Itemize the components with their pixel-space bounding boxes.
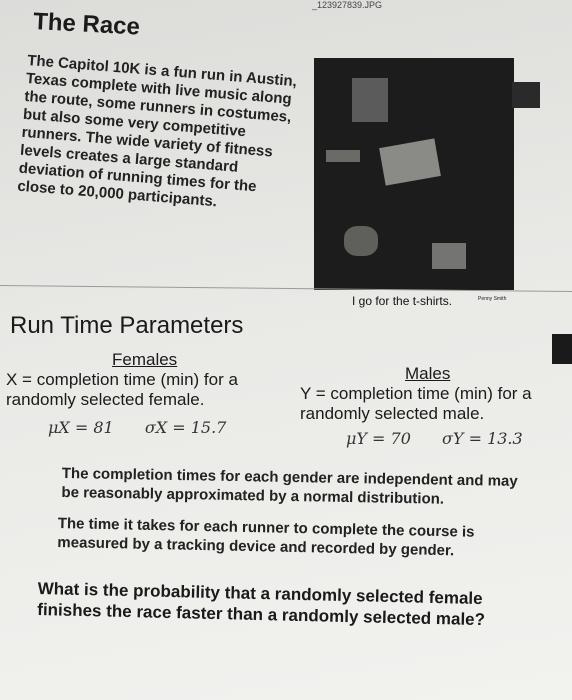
margin-mark <box>512 82 540 108</box>
males-sd: σY = 13.3 <box>442 429 523 448</box>
tshirt-image <box>352 78 388 122</box>
males-parameters <box>346 429 549 448</box>
tshirt-image <box>432 243 466 269</box>
males-mean: μY = 70 <box>346 429 411 448</box>
filename-label: _123927839.JPG <box>312 0 383 10</box>
probability-question: What is the probability that a randomly selected female finishes the race faster than a randomly selected male? <box>37 578 486 630</box>
females-sd: σX = 15.7 <box>144 418 227 437</box>
race-intro-text: The Capitol 10K is a fun run in Austin, Texas complete with live music along the route, some runners in costumes, but also some very competitive runners. The wide variety of fitness levels creates a large standard deviation of running times for the close to 20,000 participants. <box>16 52 298 211</box>
tshirt-photo <box>314 58 514 290</box>
margin-mark <box>552 334 572 364</box>
males-heading: Males <box>405 364 451 383</box>
tshirt-image <box>326 150 360 162</box>
males-definition: Y = completion time (min) for a randomly selected male. <box>300 384 532 423</box>
photo-credit: Penny Smith <box>478 296 507 302</box>
photo-caption: I go for the t-shirts. <box>352 294 453 308</box>
independence-note: The completion times for each gender are independent and may be reasonably approximated by a normal distribution. <box>61 464 518 508</box>
females-mean: μX = 81 <box>48 418 114 437</box>
measurement-note: The time it takes for each runner to complete the course is measured by a tracking device and recorded by gender. <box>57 514 475 560</box>
females-heading: Females <box>112 350 178 369</box>
tshirt-image <box>344 226 378 256</box>
section-title: Run Time Parameters <box>10 312 244 339</box>
females-definition: X = completion time (min) for a randomly selected female. <box>6 370 238 409</box>
females-parameters <box>48 418 252 437</box>
race-title: The Race <box>32 8 141 41</box>
tshirt-image <box>379 138 441 185</box>
